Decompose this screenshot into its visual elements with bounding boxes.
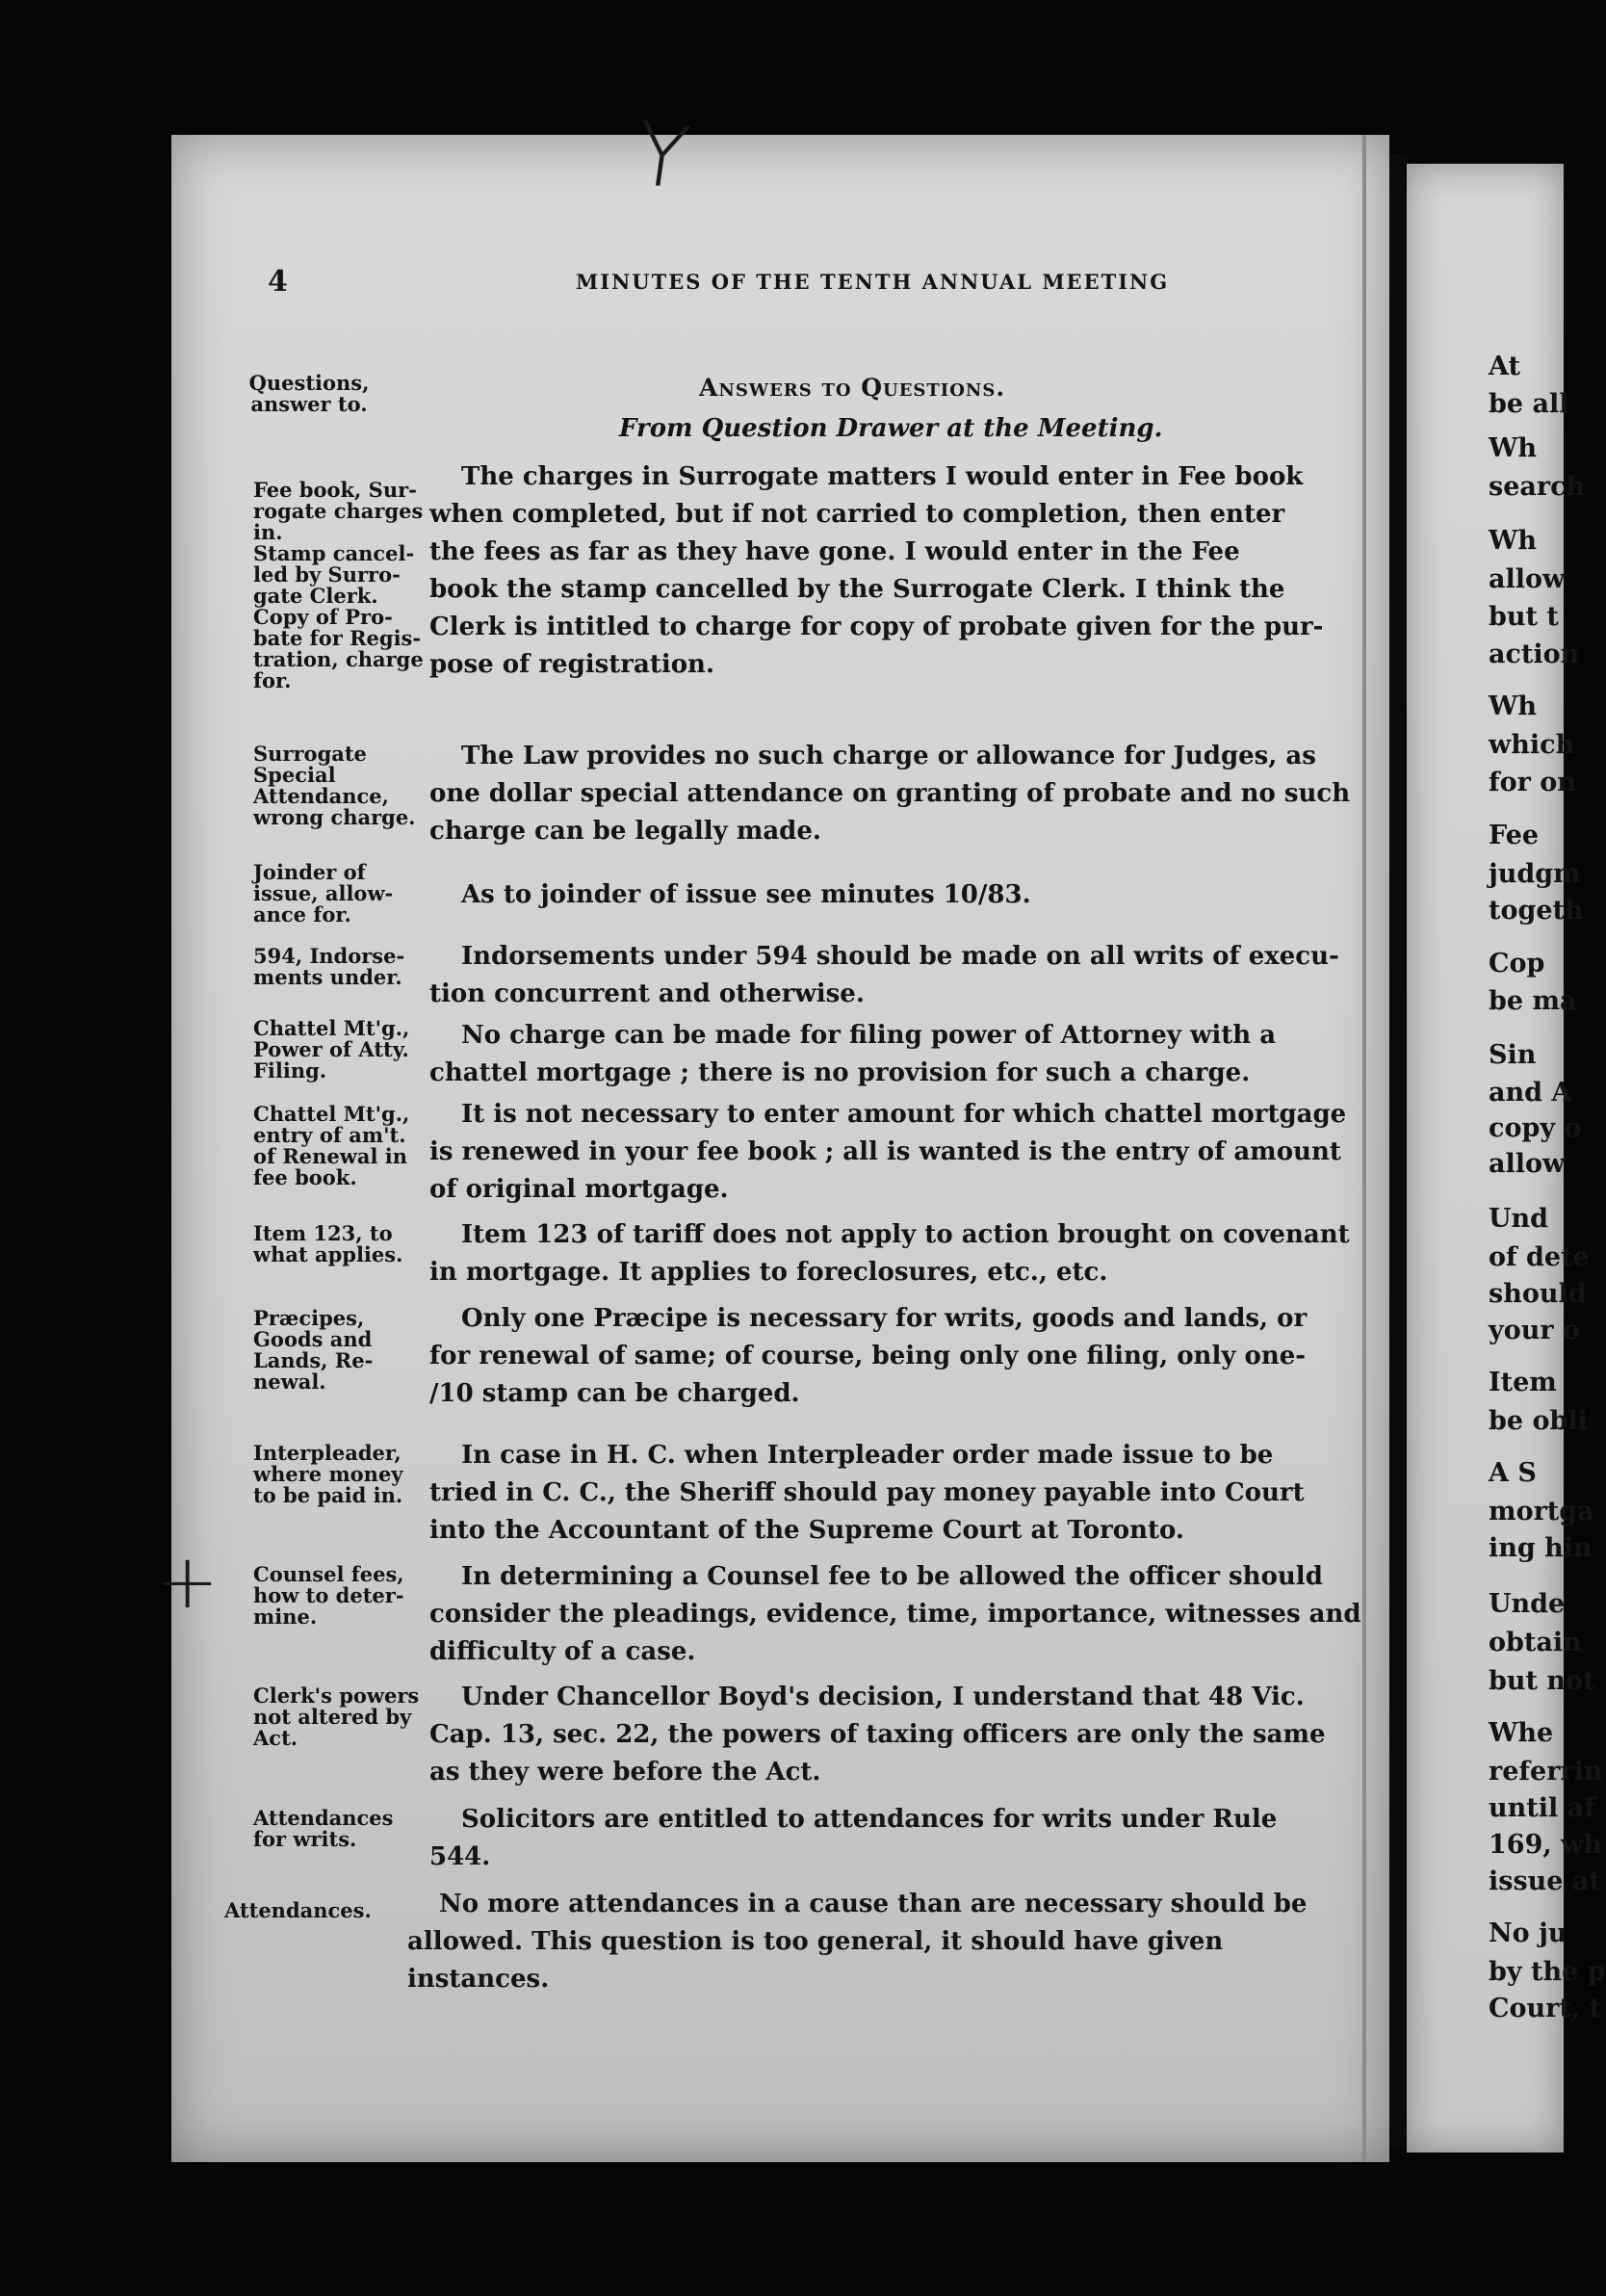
adjacent-fragment: Item: [1489, 1368, 1557, 1397]
adjacent-fragment: togeth: [1489, 896, 1584, 926]
margin-note-counsel-fees: Counsel fees, how to deter- mine.: [253, 1562, 404, 1629]
answer-chattel-power: No charge can be made for filing power of Attorney with a chattel mortgage ; there is no provision for such a charge.: [429, 1021, 1277, 1087]
adjacent-fragment: Court, t: [1489, 1994, 1602, 2023]
margin-note-interpleader: Interpleader, where money to be paid in.: [253, 1441, 403, 1507]
margin-note-item-123: Item 123, to what applies.: [253, 1221, 403, 1266]
handwritten-cross-mark: +: [156, 1539, 220, 1626]
adjacent-fragment: Wh: [1489, 526, 1537, 556]
adjacent-fragment: 169, wh: [1489, 1830, 1603, 1860]
page-edge: [1362, 135, 1366, 2162]
answer-chattel-renewal: It is not necessary to enter amount for which chattel mortgage is renewed in your fee book ; all is wanted is the entry of amount of original mortgage.: [429, 1100, 1347, 1204]
answer-attendances: No more attendances in a cause than are necessary should be allowed. This question is too general, it should have given instances.: [407, 1890, 1308, 1994]
adjacent-fragment: for on: [1489, 768, 1576, 797]
adjacent-page: [1407, 164, 1606, 2152]
answer-interpleader: In case in H. C. when Interpleader order made issue to be tried in C. C., the Sheriff should pay money payable into Court into the Accountant of the Supreme Court at Toronto.: [429, 1441, 1305, 1545]
adjacent-fragment: referrin: [1489, 1757, 1603, 1787]
adjacent-fragment: Cop: [1489, 949, 1545, 978]
adjacent-fragment: your o: [1489, 1316, 1580, 1345]
answer-joinder: As to joinder of issue see minutes 10/83.: [461, 880, 1031, 909]
adjacent-fragment: Whe: [1489, 1718, 1554, 1748]
adjacent-fragment: At: [1489, 352, 1520, 381]
answer-counsel-fees: In determining a Counsel fee to be allowed the officer should consider the pleadings, evidence, time, importance, witnesses and difficulty of a case.: [429, 1562, 1361, 1666]
adjacent-fragment: Und: [1489, 1204, 1549, 1234]
adjacent-fragment: be obli: [1489, 1406, 1588, 1436]
answer-clerks-powers: Under Chancellor Boyd's decision, I understand that 48 Vic. Cap. 13, sec. 22, the powers of taxing officers are only the same as they were before the Act.: [429, 1683, 1326, 1787]
adjacent-fragment: which: [1489, 730, 1575, 760]
margin-note-fee-book: Fee book, Sur- rogate charges in. Stamp cancel- led by Surro- gate Clerk. Copy of Pro- bate for Regis- tration, charge for.: [253, 478, 424, 692]
book-gutter: [1389, 154, 1407, 2148]
page-number: 4: [268, 265, 288, 299]
adjacent-fragment: and A: [1489, 1078, 1572, 1108]
adjacent-fragment: allow: [1489, 564, 1566, 594]
section-subtitle: From Question Drawer at the Meeting.: [619, 414, 1163, 443]
adjacent-fragment: until af: [1489, 1793, 1595, 1823]
adjacent-fragment: No ju: [1489, 1918, 1567, 1948]
margin-note-surrogate-attendance: Surrogate Special Attendance, wrong charge.: [253, 742, 416, 829]
margin-note-attendances: Attendances.: [224, 1898, 372, 1922]
adjacent-fragment: should: [1489, 1279, 1587, 1309]
margin-note-attendances-writs: Attendances for writs.: [253, 1806, 394, 1851]
margin-note-joinder: Joinder of issue, allow- ance for.: [253, 860, 394, 926]
adjacent-fragment: issue at: [1489, 1866, 1601, 1896]
answer-attendances-writs: Solicitors are entitled to attendances for writs under Rule 544.: [429, 1805, 1278, 1871]
margin-note-praecipes: Præcipes, Goods and Lands, Re- newal.: [253, 1306, 374, 1394]
margin-note-questions: Questions, answer to.: [248, 371, 370, 416]
adjacent-fragment: search: [1489, 472, 1586, 502]
adjacent-fragment: Unde: [1489, 1589, 1566, 1619]
adjacent-fragment: Wh: [1489, 691, 1537, 721]
document-page: [156, 102, 1389, 2162]
margin-note-chattel-power: Chattel Mt'g., Power of Atty. Filing.: [253, 1016, 410, 1083]
adjacent-fragment: judgm: [1489, 859, 1581, 889]
margin-note-indorsements: 594, Indorse- ments under.: [253, 944, 405, 989]
margin-note-clerks-powers: Clerk's powers not altered by Act.: [253, 1683, 420, 1750]
adjacent-fragment: A S: [1489, 1458, 1537, 1488]
answer-fee-book: The charges in Surrogate matters I would enter in Fee book when completed, but if not carried to completion, then enter the fees as far as they have gone. I would enter in the Fee book the stamp cancelled by the Surrogate Clerk. I think the Clerk is intitled to charge for copy of probate given for the pur- pose of registration.: [429, 462, 1324, 679]
adjacent-fragment: Sin: [1489, 1040, 1537, 1070]
margin-note-chattel-renewal: Chattel Mt'g., entry of am't. of Renewal in fee book.: [253, 1102, 410, 1189]
adjacent-fragment: Wh: [1489, 433, 1537, 463]
answer-surrogate-attendance: The Law provides no such charge or allowance for Judges, as one dollar special attendance on granting of probate and no such charge can be legally made.: [429, 742, 1351, 846]
adjacent-fragment: ing hin: [1489, 1533, 1593, 1563]
adjacent-fragment: copy o: [1489, 1113, 1582, 1143]
adjacent-fragment: be ma: [1489, 986, 1577, 1016]
adjacent-fragment: mortga: [1489, 1497, 1594, 1526]
handwritten-y-mark: Y: [628, 102, 696, 211]
adjacent-fragment: be all: [1489, 389, 1569, 419]
adjacent-fragment: of dete: [1489, 1242, 1590, 1272]
section-title: Answers to Questions.: [699, 374, 1006, 402]
answer-indorsements: Indorsements under 594 should be made on all writs of execu- tion concurrent and otherwise.: [429, 942, 1339, 1008]
adjacent-fragment: allow: [1489, 1149, 1566, 1179]
answer-praecipes: Only one Præcipe is necessary for writs, goods and lands, or for renewal of same; of course, being only one filing, only one- /10 stamp can be charged.: [429, 1304, 1308, 1408]
adjacent-fragment: but not: [1489, 1666, 1595, 1696]
adjacent-fragment: action: [1489, 639, 1580, 669]
adjacent-fragment: but t: [1489, 602, 1559, 632]
adjacent-fragment: obtain: [1489, 1628, 1582, 1657]
adjacent-fragment: by the p: [1489, 1957, 1606, 1987]
running-head: MINUTES OF THE TENTH ANNUAL MEETING: [576, 270, 1170, 294]
adjacent-fragment: Fee: [1489, 821, 1540, 850]
answer-item-123: Item 123 of tariff does not apply to action brought on covenant in mortgage. It applies to foreclosures, etc., etc.: [429, 1220, 1350, 1287]
